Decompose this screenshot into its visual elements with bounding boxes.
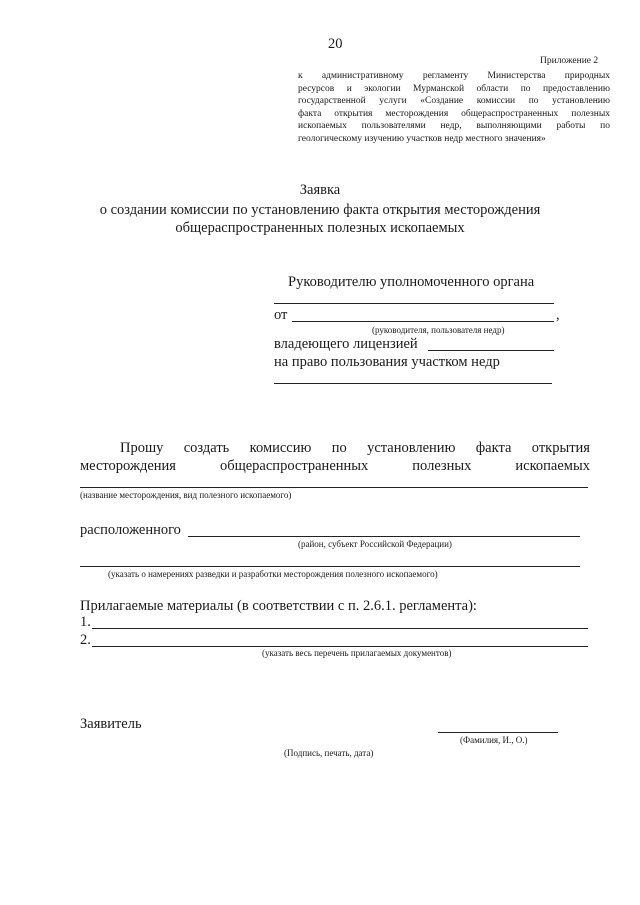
right-of-use-blank-line[interactable] <box>274 383 552 384</box>
attachments-caption: (указать весь перечень прилагаемых документов) <box>262 648 452 658</box>
request-word: открытия <box>531 440 590 456</box>
appendix-line: ресурсов и экологии Мурманской области по предоставлению <box>298 83 610 94</box>
license-label: владеющего лицензией <box>274 336 418 352</box>
document-subtitle-line1: о создании комиссии по установлению факта открытия месторождения <box>99 202 541 218</box>
location-caption: (район, субъект Российской Федерации) <box>298 539 452 549</box>
page-number: 20 <box>328 36 343 52</box>
request-word: Прошу <box>120 440 164 456</box>
from-comma: , <box>556 307 560 323</box>
request-word: ископаемых <box>515 458 590 474</box>
license-blank-line[interactable] <box>428 350 554 351</box>
request-line1 <box>120 440 590 457</box>
appendix-reference <box>298 70 610 145</box>
request-word: месторождения <box>80 458 176 474</box>
deposit-name-caption: (название месторождения, вид полезного ископаемого) <box>80 490 292 500</box>
applicant-name-blank-line[interactable] <box>438 732 558 733</box>
addressee-blank-line[interactable] <box>274 303 554 304</box>
document-subtitle-line2: общераспространенных полезных ископаемых <box>175 220 465 236</box>
request-word: комиссию <box>249 440 312 456</box>
location-blank-line[interactable] <box>188 536 580 537</box>
request-word: факта <box>475 440 512 456</box>
from-caption: (руководителя, пользователя недр) <box>372 325 505 335</box>
intent-blank-line[interactable] <box>80 566 580 567</box>
attachment-item-2-blank-line[interactable] <box>92 646 588 647</box>
appendix-line: геологическому изучению участков недр местного значения» <box>298 133 546 144</box>
intent-caption: (указать о намерениях разведки и разработки месторождения полезного ископаемого) <box>108 569 438 579</box>
applicant-name-caption: (Фамилия, И., О.) <box>460 735 528 745</box>
document-title: Заявка <box>299 182 341 198</box>
request-word: создать <box>183 440 230 456</box>
appendix-line: ископаемых пользователями недр, выполняющими работы по <box>298 121 610 131</box>
appendix-line: к административному регламенту Министерства природных <box>298 71 610 81</box>
signature-caption: (Подпись, печать, дата) <box>284 748 374 758</box>
deposit-name-blank-line[interactable] <box>80 487 588 488</box>
attachment-item-1-blank-line[interactable] <box>92 628 588 629</box>
appendix-line: факта открытия месторождения общераспространенных полезных <box>298 108 610 119</box>
request-word: общераспространенных <box>219 458 369 474</box>
right-of-use-label: на право пользования участком недр <box>274 354 500 370</box>
located-label: расположенного <box>80 522 181 538</box>
attachment-item-2-number: 2. <box>80 632 91 648</box>
attachment-item-1-number: 1. <box>80 614 91 630</box>
request-word: по <box>331 440 347 456</box>
applicant-label: Заявитель <box>80 716 142 732</box>
appendix-line: государственной услуги «Создание комиссии по установлению <box>298 96 610 106</box>
attachments-title: Прилагаемые материалы (в соответствии с п. 2.6.1. регламента): <box>80 598 477 614</box>
request-word: установлению <box>367 440 456 456</box>
request-word: полезных <box>412 458 472 474</box>
addressee-to: Руководителю уполномоченного органа <box>288 274 535 290</box>
appendix-title: Приложение 2 <box>540 56 599 66</box>
from-blank-line[interactable] <box>292 321 554 322</box>
request-line2 <box>80 458 590 475</box>
from-label: от <box>274 307 288 323</box>
